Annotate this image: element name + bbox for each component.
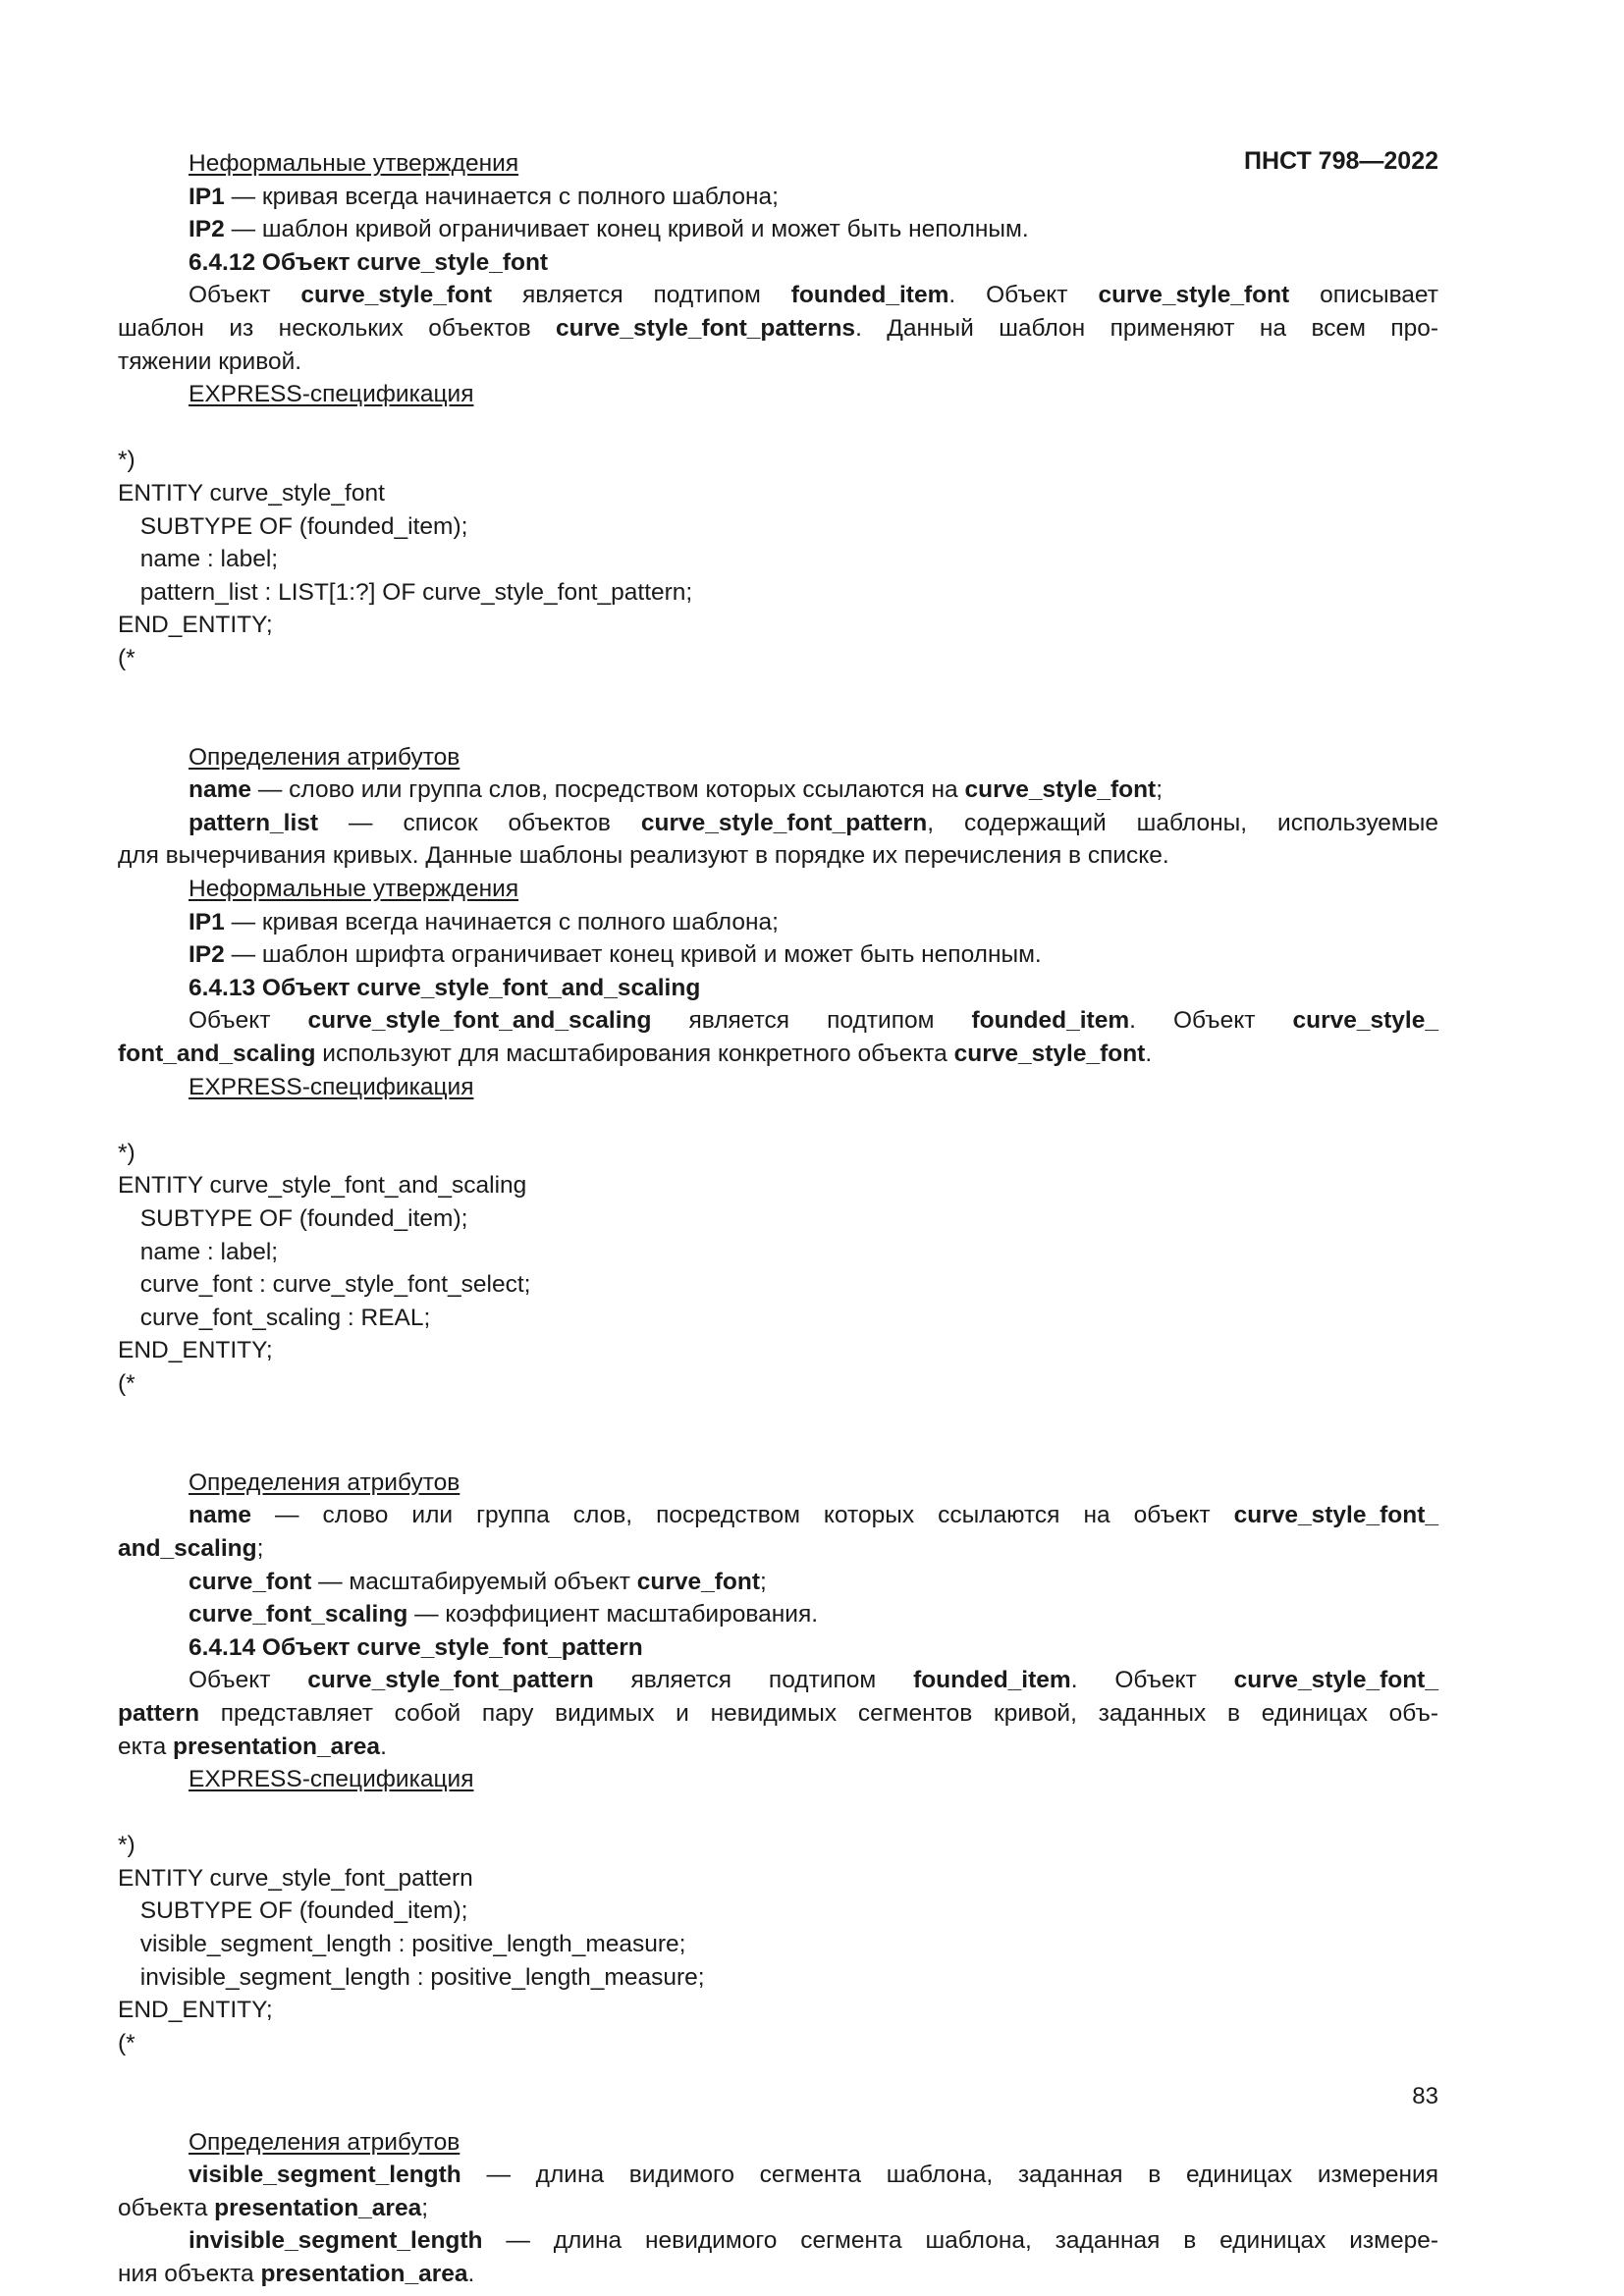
paragraph-line: шаблон из нескольких объектов curve_style_font_patterns. Данный шаблон применяют на всем про-: [118, 314, 1438, 342]
paragraph-line: pattern представляет собой пару видимых и невидимых сегментов кривой, заданных в единицах объ-: [118, 1699, 1438, 1727]
code-line: (*: [118, 2029, 135, 2056]
attribute-definition: pattern_list — список объектов curve_style_font_pattern, содержащий шаблоны, используемые: [189, 809, 1438, 836]
code-line: curve_font_scaling : REAL;: [134, 1304, 431, 1331]
code-line: END_ENTITY;: [118, 1997, 273, 2024]
express-code-block: [118, 411, 1438, 741]
code-line: name : label;: [134, 1238, 279, 1265]
code-line: SUBTYPE OF (founded_item);: [134, 1897, 468, 1925]
document-header: ПНСТ 798—2022: [1244, 147, 1438, 175]
proposition-ip2: IP2 — шаблон кривой ограничивает конец кривой и может быть неполным.: [189, 216, 1029, 243]
express-spec-heading: EXPRESS-спецификация: [189, 1766, 474, 1793]
express-spec-heading: EXPRESS-спецификация: [189, 381, 474, 408]
code-line: SUBTYPE OF (founded_item);: [134, 512, 468, 540]
proposition-ip1: IP1 — кривая всегда начинается с полного шаблона;: [189, 908, 779, 935]
code-line: ENTITY curve_style_font: [118, 479, 385, 507]
proposition-ip1: IP1 — кривая всегда начинается с полного шаблона;: [189, 183, 779, 210]
attribute-definition: curve_font_scaling — коэффициент масштабирования.: [189, 1601, 819, 1629]
attribute-definition: name — слово или группа слов, посредством которых ссылаются на объект curve_style_font_: [189, 1502, 1438, 1529]
attribute-definitions-heading: Определения атрибутов: [189, 1468, 460, 1496]
code-line: invisible_segment_length : positive_length_measure;: [134, 1963, 705, 1991]
proposition-ip2: IP2 — шаблон шрифта ограничивает конец кривой и может быть неполным.: [189, 941, 1042, 969]
code-line: END_ENTITY;: [118, 1337, 273, 1364]
section-title-6-4-13: 6.4.13 Объект curve_style_font_and_scaling: [189, 974, 701, 1001]
code-line: (*: [118, 644, 135, 671]
code-line: name : label;: [134, 546, 279, 573]
paragraph-line: font_and_scaling используют для масштабирования конкретного объекта curve_style_font.: [118, 1041, 1153, 1068]
attribute-definition: name — слово или группа слов, посредством которых ссылаются на curve_style_font;: [189, 776, 1164, 804]
code-line: *): [118, 1832, 135, 1859]
express-code-block: [118, 1796, 1438, 2126]
code-line: (*: [118, 1369, 135, 1397]
attribute-definition-cont: and_scaling;: [118, 1534, 264, 1562]
attribute-definition: visible_segment_length — длина видимого сегмента шаблона, заданная в единицах измерения: [189, 2162, 1438, 2189]
code-line: ENTITY curve_style_font_pattern: [118, 1864, 473, 1892]
page-body: [118, 147, 1438, 2291]
paragraph-line: Объект curve_style_font_and_scaling является подтипом founded_item. Объект curve_style_: [189, 1007, 1438, 1035]
paragraph-line: Объект curve_style_font является подтипом founded_item. Объект curve_style_font описывает: [189, 282, 1438, 309]
code-line: SUBTYPE OF (founded_item);: [134, 1205, 468, 1232]
informal-propositions-heading: Неформальные утверждения: [189, 876, 519, 903]
attribute-definitions-heading: Определения атрибутов: [189, 2128, 460, 2156]
attribute-definition-cont: для вычерчивания кривых. Данные шаблоны реализуют в порядке их перечисления в списке.: [118, 842, 1169, 870]
attribute-definitions-heading: Определения атрибутов: [189, 743, 460, 771]
attribute-definition: invisible_segment_length — длина невидимого сегмента шаблона, заданная в единицах измере-: [189, 2227, 1438, 2255]
paragraph-line: Объект curve_style_font_pattern является подтипом founded_item. Объект curve_style_font_: [189, 1667, 1438, 1694]
code-line: *): [118, 1139, 135, 1166]
attribute-definition-cont: ния объекта presentation_area.: [118, 2261, 475, 2287]
code-line: END_ENTITY;: [118, 612, 273, 639]
paragraph-line: тяжении кривой.: [118, 347, 302, 375]
express-code-block: [118, 1103, 1438, 1467]
code-line: visible_segment_length : positive_length_measure;: [134, 1931, 686, 1958]
section-title-6-4-12: 6.4.12 Объект curve_style_font: [189, 248, 549, 276]
code-line: ENTITY curve_style_font_and_scaling: [118, 1172, 527, 1200]
informal-propositions-heading: Неформальные утверждения: [189, 150, 519, 177]
section-title-6-4-14: 6.4.14 Объект curve_style_font_pattern: [189, 1633, 643, 1661]
code-line: pattern_list : LIST[1:?] OF curve_style_font_pattern;: [134, 578, 693, 606]
code-line: curve_font : curve_style_font_select;: [134, 1271, 531, 1299]
attribute-definition: curve_font — масштабируемый объект curve_font;: [189, 1568, 767, 1595]
paragraph-line: екта presentation_area.: [118, 1733, 387, 1760]
code-line: *): [118, 447, 135, 474]
express-spec-heading: EXPRESS-спецификация: [189, 1073, 474, 1100]
attribute-definition-cont: объекта presentation_area;: [118, 2194, 429, 2221]
page-number: 83: [1412, 2083, 1438, 2109]
